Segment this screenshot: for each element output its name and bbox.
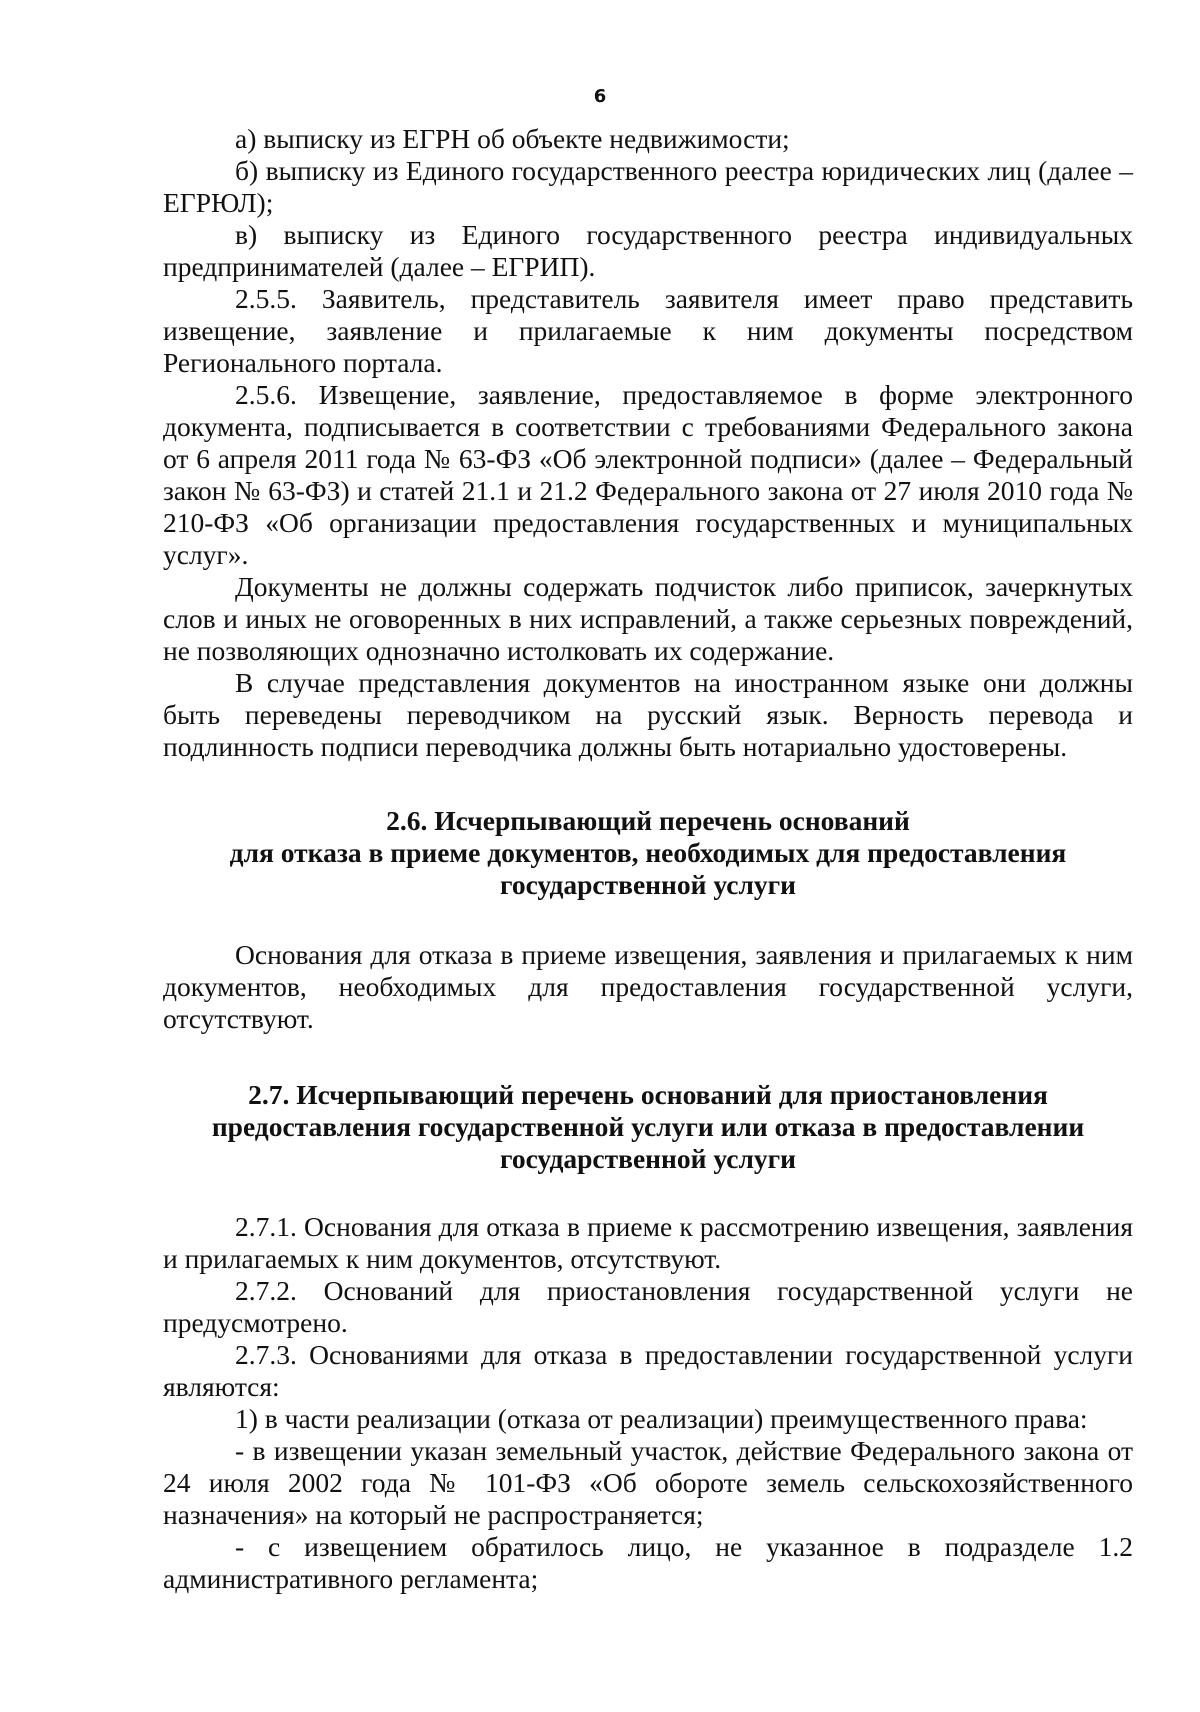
document-body [163,123,1133,1595]
paragraph-2-5-5: 2.5.5. Заявитель, представитель заявителя имеет право представить извещение, заявление и прилагаемые к ним документы посредством Регионального портала. [163,283,1133,378]
heading-line: для отказа в приеме документов, необходимых для предоставления [229,837,1067,868]
paragraph-foreign-language: В случае представления документов на иностранном языке они должны быть переведены переводчиком на русский язык. Верность перевода и подлинность подписи переводчика должны быть нотариально удостоверены. [163,667,1133,762]
paragraph-2-7-3: 2.7.3. Основаниями для отказа в предоставлении государственной услуги являются: [163,1339,1133,1402]
paragraph-item-v: в) выписку из Единого государственного реестра индивидуальных предпринимателей (далее – ЕГРИП). [163,219,1133,282]
section-heading-2-6 [163,805,1133,901]
paragraph-list-dash-1: - в извещении указан земельный участок, действие Федерального закона от 24 июля 2002 года № 101-ФЗ «Об обороте земель сельскохозяйственного назначения» на который не распространяется; [163,1435,1133,1530]
paragraph-2-7-1: 2.7.1. Основания для отказа в приеме к рассмотрению извещения, заявления и прилагаемых к ним документов, отсутствуют. [163,1211,1133,1274]
section-heading-2-7 [163,1079,1133,1175]
paragraph-2-5-6: 2.5.6. Извещение, заявление, предоставляемое в форме электронного документа, подписывается в соответствии с требованиями Федерального закона от 6 апреля 2011 года № 63-ФЗ «Об электронной подписи» (далее – Федеральный закон № 63-ФЗ) и статей 21.1 и 21.2 Федерального закона от 27 июля 2010 года № 210-ФЗ «Об организации предоставления государственных и муниципальных услуг». [163,379,1133,570]
heading-line: 2.7. Исчерпывающий перечень оснований для приостановления [248,1079,1048,1110]
paragraph-documents-requirements: Документы не должны содержать подчисток либо приписок, зачеркнутых слов и иных не оговоренных в них исправлений, а также серьезных повреждений, не позволяющих однозначно истолковать их содержание. [163,571,1133,666]
paragraph-2-7-2: 2.7.2. Оснований для приостановления государственной услуги не предусмотрено. [163,1275,1133,1338]
paragraph-list-1: 1) в части реализации (отказа от реализации) преимущественного права: [235,1403,1088,1434]
heading-line: предоставления государственной услуги или отказа в предоставлении [211,1111,1085,1142]
paragraph-2-6-text: Основания для отказа в приеме извещения, заявления и прилагаемых к ним документов, необходимых для предоставления государственной услуги, отсутствуют. [163,939,1133,1034]
heading-line: государственной услуги [500,869,796,900]
paragraph-item-a: а) выписку из ЕГРН об объекте недвижимости; [235,123,790,154]
heading-line: 2.6. Исчерпывающий перечень оснований [386,805,910,836]
paragraph-item-b: б) выписку из Единого государственного реестра юридических лиц (далее – ЕГРЮЛ); [163,155,1133,218]
paragraph-list-dash-2: - с извещением обратилось лицо, не указанное в подразделе 1.2 административного регламента; [163,1531,1133,1594]
heading-line: государственной услуги [500,1143,796,1174]
page-number: 6 [593,86,607,107]
